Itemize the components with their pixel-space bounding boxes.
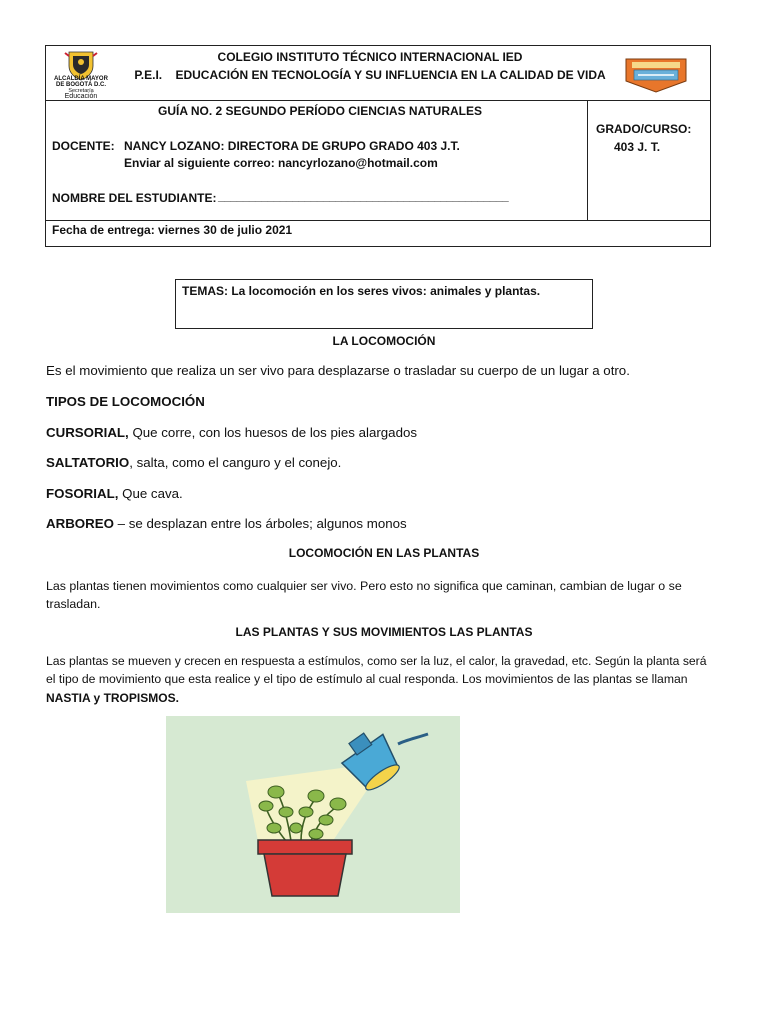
plant-lamp-icon [166,716,460,913]
tipo-term: SALTATORIO [46,455,130,470]
temas-text: TEMAS: La locomoción en los seres vivos: animales y plantas. [182,284,541,298]
student-name-field[interactable]: _______________________________________________ [218,189,509,203]
section-title: LOCOMOCIÓN EN LAS PLANTAS [288,546,480,560]
header-divider [45,100,711,101]
guide-title: GUÍA NO. 2 SEGUNDO PERÍODO CIENCIAS NATURALES [157,104,483,118]
header-divider [45,220,711,221]
paragraph-line: Las plantas tienen movimientos como cualquier ser vivo. Pero esto no significa que caminan, cambian de lugar o se [46,579,682,593]
section-title: LA LOCOMOCIÓN [332,334,436,348]
tipo-item [46,424,417,442]
logo-caption: DE BOGOTÁ D.C. [55,82,106,88]
tipo-item [46,454,341,472]
email-line: Enviar al siguiente correo: nancyrlozano@hotmail.com [124,156,438,170]
tipos-title: TIPOS DE LOCOMOCIÓN [46,394,205,409]
grado-value: 403 J. T. [614,140,661,154]
tipo-item [46,515,407,533]
tipo-term: ARBOREO [46,516,114,531]
school-emblem-icon [624,57,688,93]
grado-label: GRADO/CURSO: [596,122,692,136]
paragraph-line: el tipo de movimiento que esta realice y el tipo de estímulo al cual responda. Los movimientos de las plantas se llaman [46,672,688,686]
paragraph-line: NASTIA y TROPISMOS. [46,691,179,705]
definition-text: Es el movimiento que realiza un ser vivo para desplazarse o trasladar su cuerpo de un lugar a otro. [46,363,630,378]
tipo-item [46,485,183,503]
logo-caption: ALCALDÍA MAYOR [54,76,108,82]
tipo-desc: – se desplazan entre los árboles; algunos monos [113,516,407,531]
header-divider [587,100,588,220]
tipo-term: FOSORIAL, [46,486,119,501]
delivery-date: Fecha de entrega: viernes 30 de julio 2021 [52,223,293,237]
tipo-desc: , salta, como el canguro y el conejo. [129,455,342,470]
school-name: COLEGIO INSTITUTO TÉCNICO INTERNACIONAL IED [217,50,523,64]
logo-caption: Educación [64,93,98,100]
student-name-label: NOMBRE DEL ESTUDIANTE: [52,191,217,205]
section-title: LAS PLANTAS Y SUS MOVIMIENTOS LAS PLANTAS [235,625,533,639]
bogota-logo [47,49,115,99]
docente-value: NANCY LOZANO: DIRECTORA DE GRUPO GRADO 403 J.T. [124,139,460,153]
paragraph-line: trasladan. [46,597,101,611]
tipo-term: CURSORIAL, [46,425,129,440]
docente-label: DOCENTE: [52,139,115,153]
tipo-desc: Que corre, con los huesos de los pies alargados [128,425,418,440]
paragraph-line: Las plantas se mueven y crecen en respuesta a estímulos, como ser la luz, el calor, la gravedad, etc. Según la planta será [46,654,707,668]
logo-caption: Secretaría [68,88,94,94]
plant-phototropism-illustration [166,716,460,913]
pei-title: P.E.I. EDUCACIÓN EN TECNOLOGÍA Y SU INFLUENCIA EN LA CALIDAD DE VIDA [134,68,606,82]
tipo-desc: Que cava. [118,486,183,501]
school-logo [624,57,688,93]
